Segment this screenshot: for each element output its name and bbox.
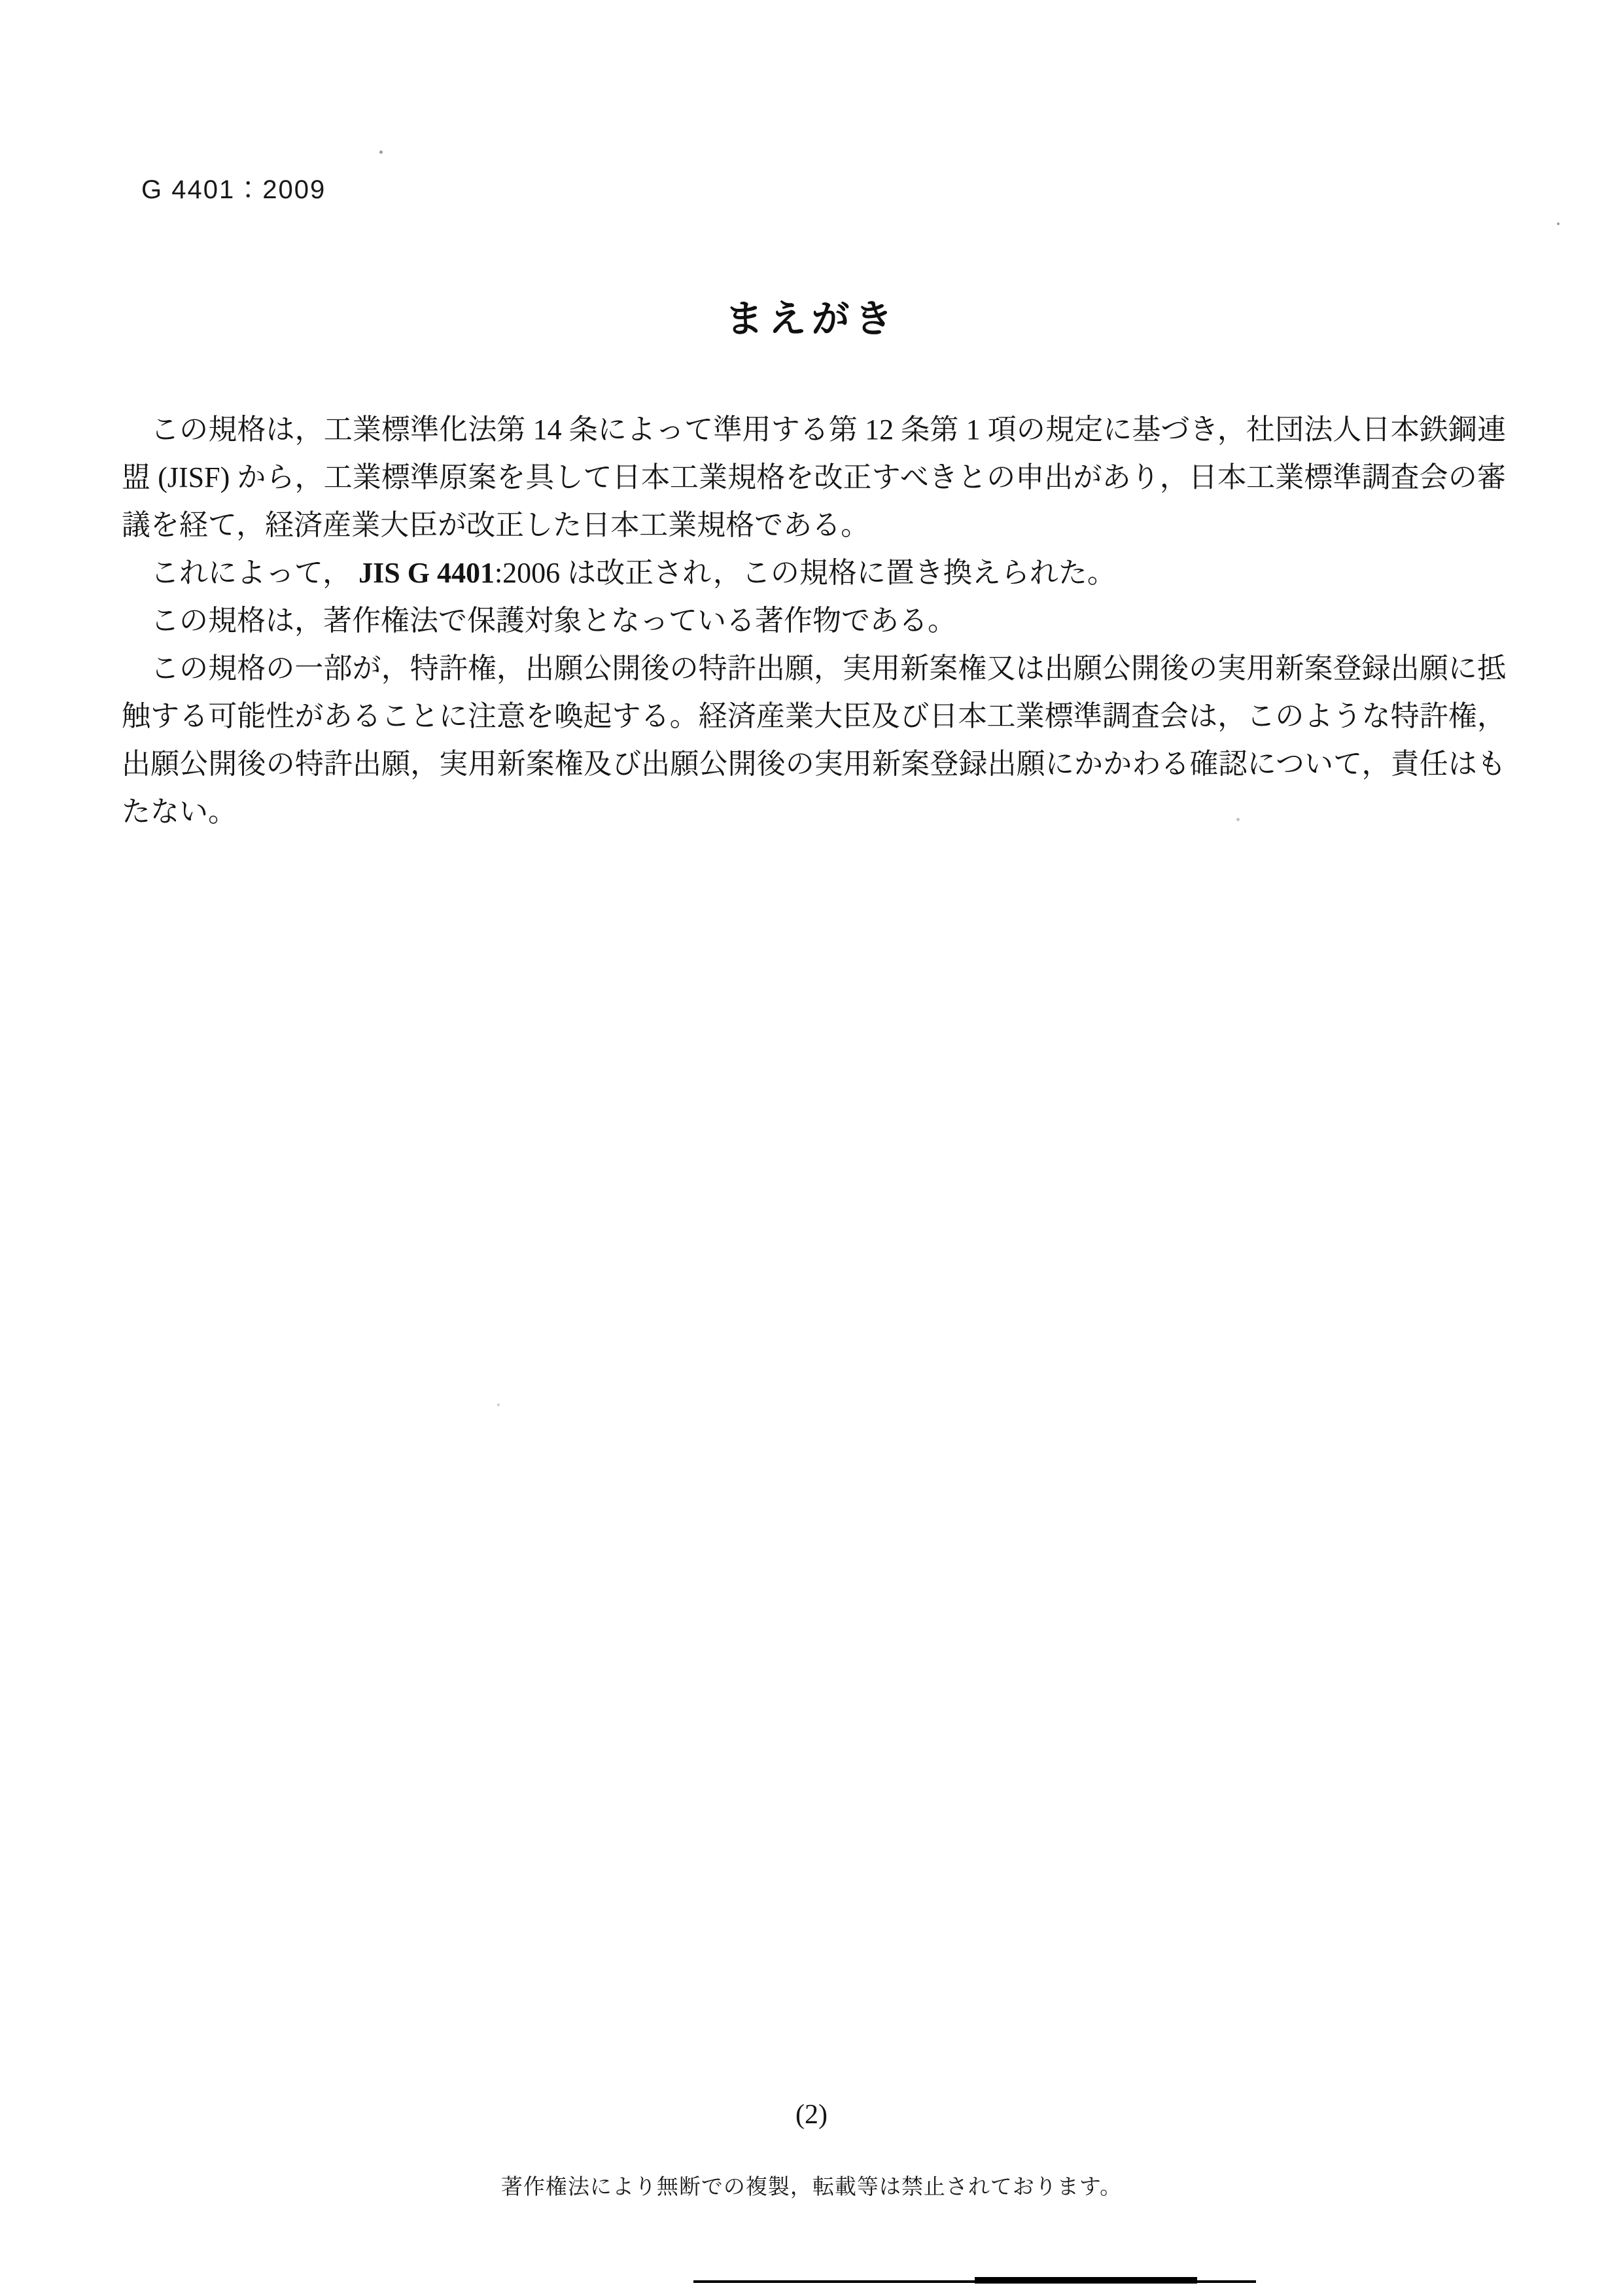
scan-artifact-bar-thick	[975, 2277, 1197, 2284]
scan-speck	[1236, 818, 1240, 821]
doc-number: G 4401：2009	[141, 175, 326, 204]
standard-reference: JIS G 4401	[358, 557, 495, 589]
foreword-body	[122, 406, 1506, 836]
page-number: (2)	[795, 2100, 828, 2130]
scan-speck	[379, 150, 383, 154]
scan-speck	[497, 1404, 500, 1406]
paragraph-2-post: :2006 は改正され，この規格に置き換えられた。	[494, 557, 1116, 589]
page-title: まえがき	[725, 298, 898, 340]
foreword-paragraph-3: この規格は，著作権法で保護対象となっている著作物である。	[150, 605, 956, 637]
paragraph-2-pre: これによって，	[150, 557, 359, 589]
foreword-paragraph-1: この規格は，工業標準化法第 14 条によって準用する第 12 条第 1 項の規定に基づき，社団法人日本鉄鋼連盟 (JISF) から，工業標準原案を具して日本工業規格を改正すべきとの申出があり，日本工業標準調査会の審議を経て，経済産業大臣が改正した日本工業規格である。	[122, 414, 1506, 541]
copyright-notice: 著作権法により無断での複製，転載等は禁止されております。	[500, 2176, 1123, 2199]
scan-speck	[1557, 222, 1560, 225]
foreword-paragraph-2	[122, 549, 1506, 597]
foreword-paragraph-4: この規格の一部が，特許権，出願公開後の特許出願，実用新案権又は出願公開後の実用新案登録出願に抵触する可能性があることに注意を喚起する。経済産業大臣及び日本工業標準調査会は，このような特許権，出願公開後の特許出願，実用新案権及び出願公開後の実用新案登録出願にかかわる確認について，責任はもたない。	[122, 652, 1506, 828]
